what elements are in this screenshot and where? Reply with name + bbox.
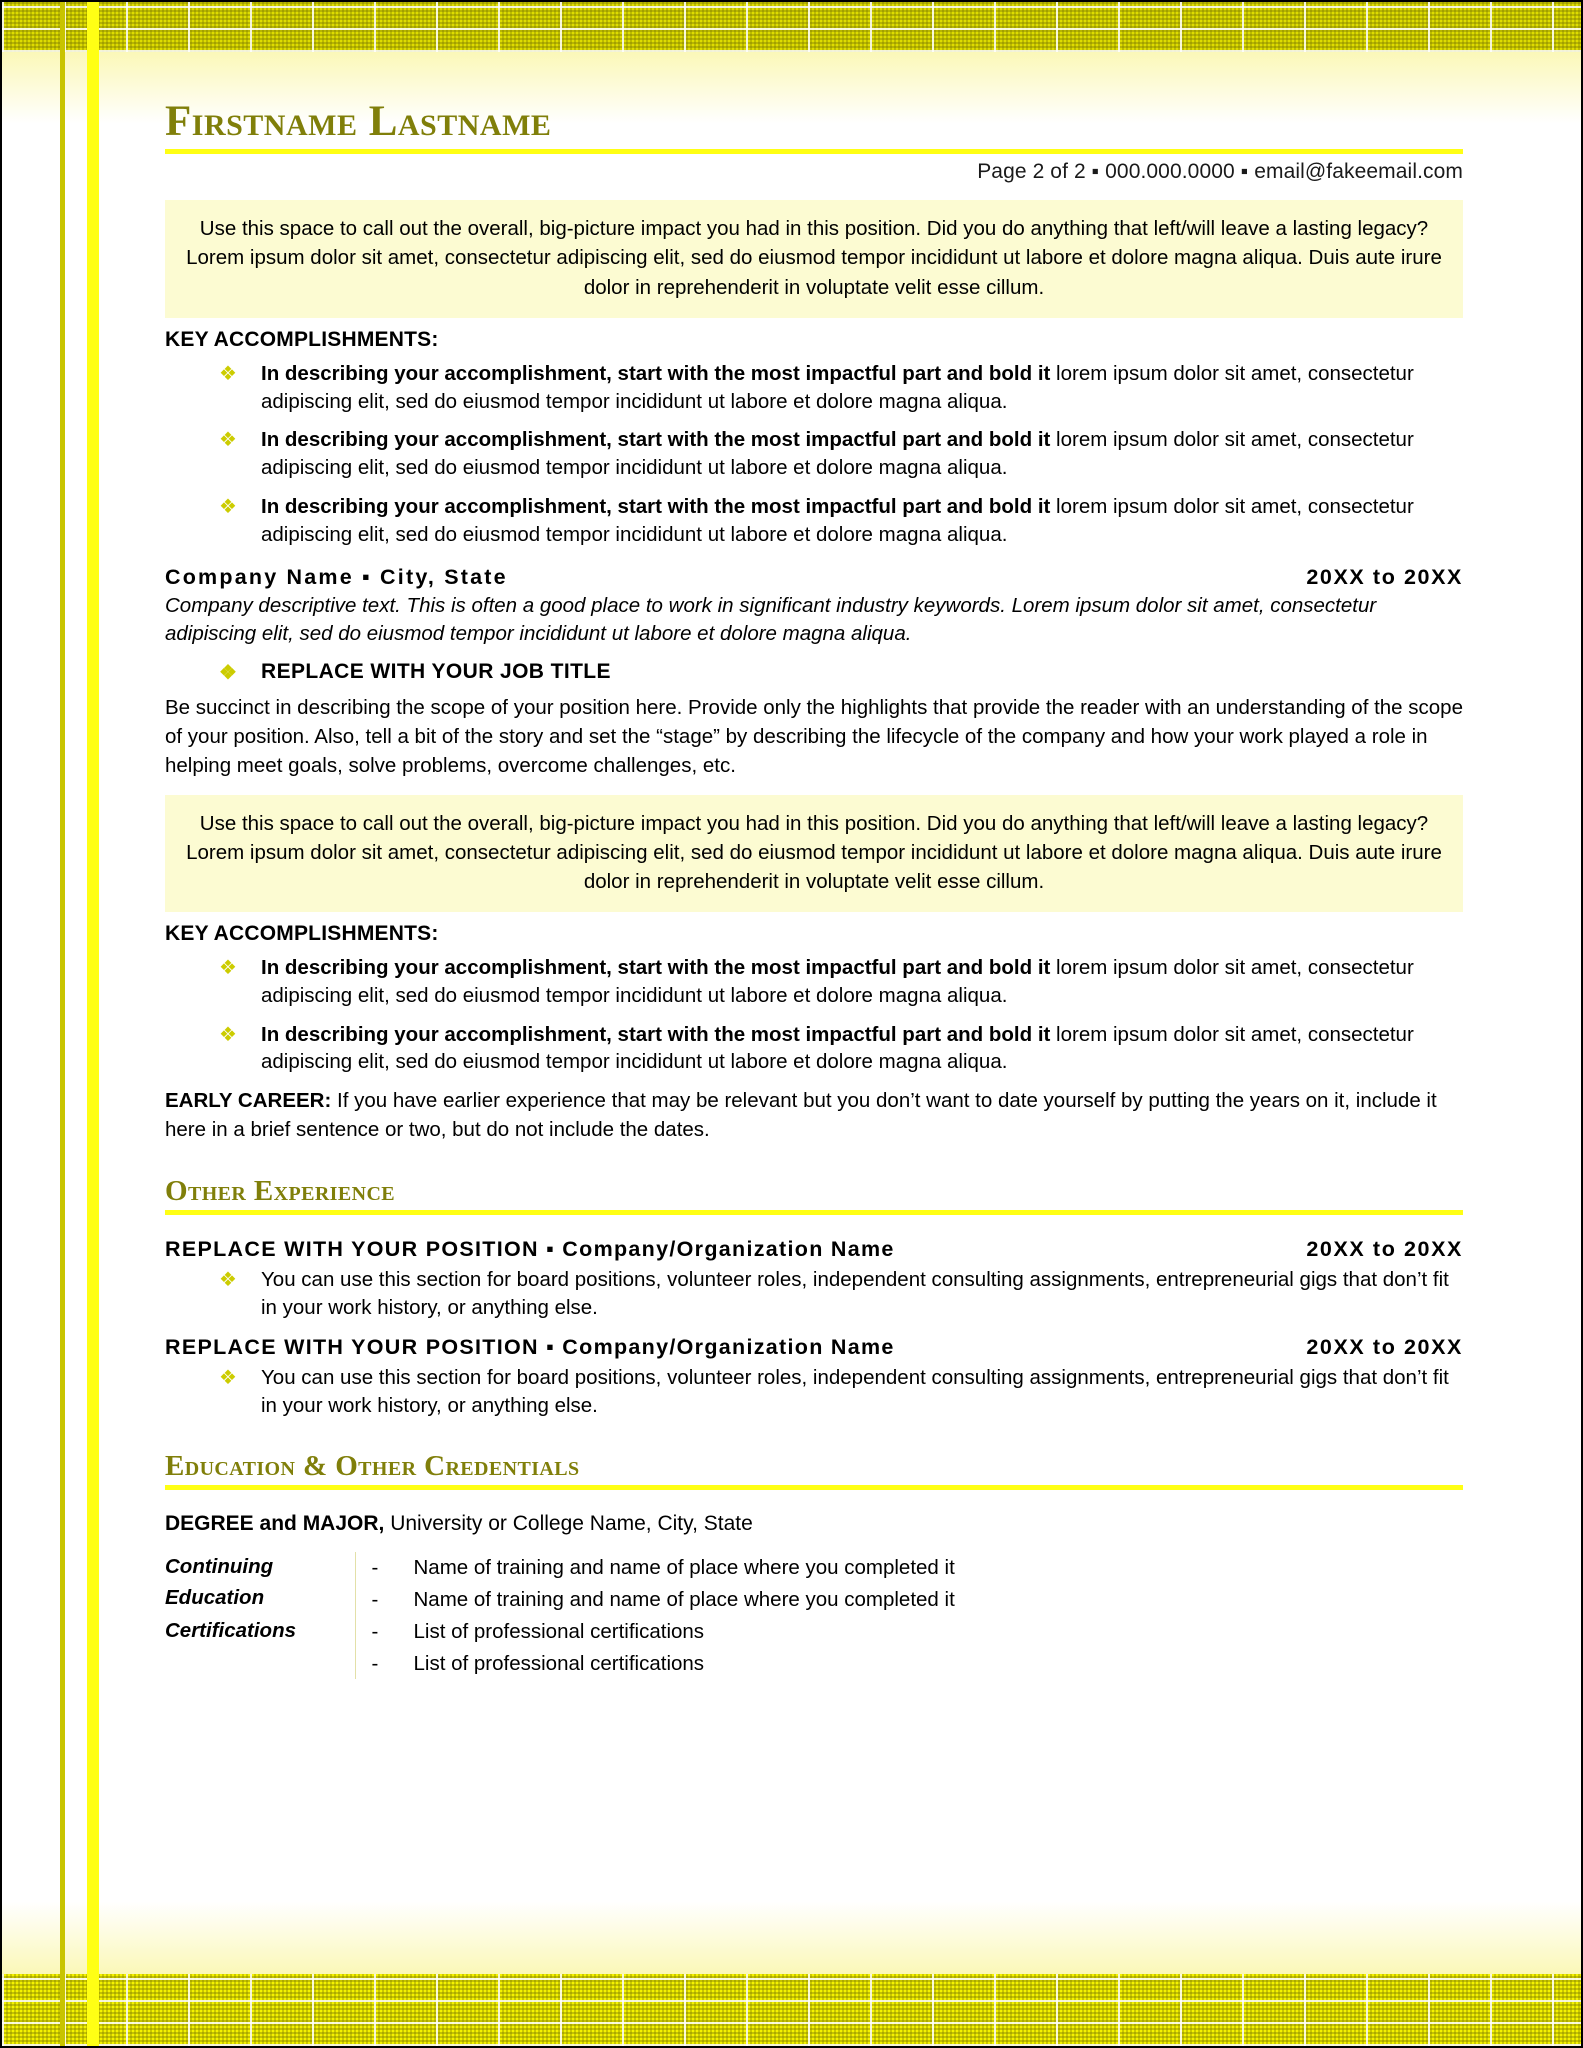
- company-dates: 20XX to 20XX: [1306, 564, 1463, 589]
- company-header-row: [165, 565, 1463, 590]
- diamond-bullet-icon: ❖: [219, 1023, 237, 1046]
- list-item: [356, 1584, 1464, 1616]
- credential-text: List of professional certifications: [413, 1651, 705, 1675]
- accomplishment-rest: lorem ipsum dolor sit amet, consectetur adipiscing elit, sed do eiusmod tempor incididunt ut labore et dolore magna aliqua.: [261, 955, 1414, 1007]
- early-career-paragraph: [165, 1087, 1463, 1144]
- list-item: [356, 1616, 1464, 1648]
- bottom-fade-gradient: [2, 1902, 1581, 1974]
- table-row: [165, 1616, 1463, 1680]
- section-heading-education: Education & Other Credentials: [165, 1450, 580, 1483]
- list-item: [356, 1648, 1464, 1680]
- accomplishment-bold: In describing your accomplishment, start with the most impactful part and bold it: [261, 428, 1051, 452]
- degree-school: University or College Name, City, State: [384, 1512, 753, 1536]
- top-decorative-band: [2, 2, 1581, 52]
- credentials-label-certifications: Certifications: [165, 1618, 296, 1642]
- credentials-items-continuing-education: [355, 1552, 1463, 1616]
- key-accomplishments-heading-1: KEY ACCOMPLISHMENTS:: [165, 327, 439, 351]
- position-title: REPLACE WITH YOUR POSITION ▪ Company/Organization Name: [165, 1236, 895, 1261]
- diamond-bullet-icon: ❖: [219, 1268, 237, 1291]
- accomplishment-bold: In describing your accomplishment, start with the most impactful part and bold it: [261, 495, 1051, 519]
- position-bullet-text: You can use this section for board positions, volunteer roles, independent consulting assignments, entrepreneurial gigs that don’t fit in your work history, or anything else.: [261, 1267, 1449, 1319]
- section-rule-other-experience: [165, 1210, 1463, 1215]
- dash-marker: -: [371, 1587, 379, 1611]
- impact-callout-1: Use this space to call out the overall, big-picture impact you had in this position. Did you do anything that left/will leave a lasting legacy? Lorem ipsum dolor sit amet, consectetur adipiscing elit, sed do eiusmod tempor incididunt ut labore et dolore magna aliqua. Duis aute irure dolor in reprehenderit in voluptate velit esse cillum.: [165, 200, 1463, 317]
- diamond-bullet-icon: ❖: [219, 1367, 237, 1390]
- list-item: [165, 493, 1463, 549]
- credential-text: List of professional certifications: [413, 1619, 705, 1643]
- list-item: [165, 360, 1463, 416]
- list-item: [165, 1021, 1463, 1077]
- accomplishment-bold: In describing your accomplishment, start with the most impactful part and bold it: [261, 955, 1051, 979]
- other-experience-row-2: [165, 1335, 1463, 1360]
- other-experience-list-2: [165, 1364, 1463, 1420]
- accomplishments-list-1: [165, 360, 1463, 549]
- company-name-location: Company Name ▪ City, State: [165, 564, 508, 589]
- dash-marker: -: [371, 1556, 379, 1580]
- list-item: [165, 1266, 1463, 1322]
- degree-major: DEGREE and MAJOR,: [165, 1512, 385, 1536]
- other-experience-list-1: [165, 1266, 1463, 1322]
- diamond-bullet-icon: ❖: [219, 662, 238, 685]
- accomplishment-rest: lorem ipsum dolor sit amet, consectetur adipiscing elit, sed do eiusmod tempor incididunt ut labore et dolore magna aliqua.: [261, 1022, 1414, 1074]
- page-title: Firstname Lastname: [165, 98, 552, 145]
- position-title: REPLACE WITH YOUR POSITION ▪ Company/Organization Name: [165, 1335, 895, 1360]
- bottom-decorative-band: [2, 1974, 1581, 2046]
- diamond-bullet-icon: ❖: [219, 429, 237, 452]
- accomplishment-rest: lorem ipsum dolor sit amet, consectetur adipiscing elit, sed do eiusmod tempor incididunt ut labore et dolore magna aliqua.: [261, 495, 1414, 546]
- resume-content: [165, 98, 1463, 1679]
- key-accomplishments-heading-2: KEY ACCOMPLISHMENTS:: [165, 921, 439, 945]
- contact-line: Page 2 of 2 ▪ 000.000.0000 ▪ email@fakeemail.com: [977, 160, 1463, 184]
- left-yellow-rule: [87, 2, 99, 2046]
- accomplishment-bold: In describing your accomplishment, start with the most impactful part and bold it: [261, 361, 1051, 385]
- credential-text: Name of training and name of place where you completed it: [413, 1556, 955, 1580]
- job-title-row: [165, 660, 1463, 684]
- section-rule-education: [165, 1485, 1463, 1490]
- table-row: [165, 1552, 1463, 1616]
- early-career-label: EARLY CAREER:: [165, 1089, 332, 1113]
- job-scope-paragraph: Be succinct in describing the scope of your position here. Provide only the highlights that provide the reader with an understanding of the scope of your position. Also, tell a bit of the story and set the “stage” by describing the lifecycle of the company and how your work played a role in helping meet goals, solve problems, overcome challenges, etc.: [165, 696, 1463, 777]
- list-item: [165, 1364, 1463, 1420]
- diamond-bullet-icon: ❖: [219, 956, 237, 979]
- section-heading-other-experience: Other Experience: [165, 1174, 396, 1207]
- position-dates: 20XX to 20XX: [1306, 1335, 1463, 1360]
- company-description: Company descriptive text. This is often a good place to work in significant industry keywords. Lorem ipsum dolor sit amet, consectetur adipiscing elit, sed do eiusmod tempor incididunt ut labore et dolore magna aliqua.: [165, 593, 1377, 646]
- credential-text: Name of training and name of place where you completed it: [413, 1587, 955, 1611]
- other-experience-row-1: [165, 1237, 1463, 1262]
- accomplishment-rest: lorem ipsum dolor sit amet, consectetur adipiscing elit, sed do eiusmod tempor incididunt ut labore et dolore magna aliqua.: [261, 361, 1414, 413]
- accomplishment-bold: In describing your accomplishment, start with the most impactful part and bold it: [261, 1022, 1051, 1046]
- credentials-label-continuing-education: Continuing Education: [165, 1555, 274, 1609]
- dash-marker: -: [371, 1619, 379, 1643]
- name-underline-rule: [165, 149, 1463, 154]
- diamond-bullet-icon: ❖: [219, 362, 237, 385]
- early-career-text: If you have earlier experience that may be relevant but you don’t want to date yourself by putting the years on it, include it here in a brief sentence or two, but do not include the dates.: [165, 1089, 1437, 1142]
- position-bullet-text: You can use this section for board positions, volunteer roles, independent consulting assignments, entrepreneurial gigs that don’t fit in your work history, or anything else.: [261, 1366, 1449, 1418]
- impact-callout-2: Use this space to call out the overall, big-picture impact you had in this position. Did you do anything that left/will leave a lasting legacy? Lorem ipsum dolor sit amet, consectetur adipiscing elit, sed do eiusmod tempor incididunt ut labore et dolore magna aliqua. Duis aute irure dolor in reprehenderit in voluptate velit esse cillum.: [165, 795, 1463, 912]
- left-olive-rule: [60, 2, 65, 2046]
- credentials-table: [165, 1552, 1463, 1679]
- accomplishment-rest: lorem ipsum dolor sit amet, consectetur adipiscing elit, sed do eiusmod tempor incididunt ut labore et dolore magna aliqua.: [261, 428, 1414, 480]
- job-title-label: REPLACE WITH YOUR JOB TITLE: [261, 660, 611, 684]
- list-item: [165, 954, 1463, 1010]
- dash-marker: -: [371, 1651, 379, 1675]
- list-item: [356, 1552, 1464, 1584]
- accomplishments-list-2: [165, 954, 1463, 1077]
- credentials-items-certifications: [355, 1616, 1463, 1680]
- degree-line: [165, 1512, 1463, 1536]
- position-dates: 20XX to 20XX: [1306, 1236, 1463, 1261]
- list-item: [165, 426, 1463, 482]
- diamond-bullet-icon: ❖: [219, 496, 237, 519]
